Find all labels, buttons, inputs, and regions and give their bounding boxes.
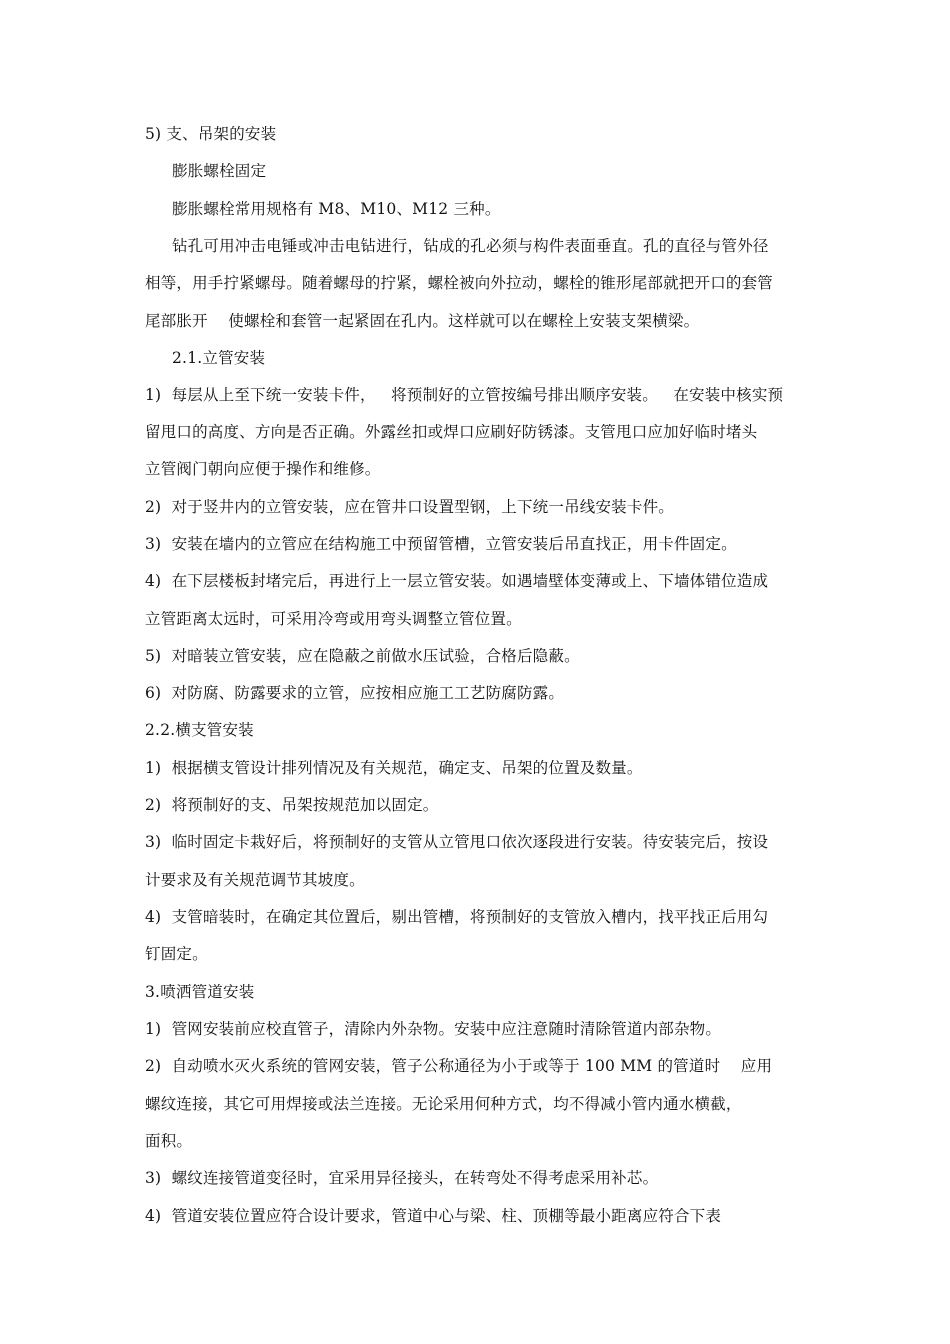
text-line: 钻孔可用冲击电锤或冲击电钻进行，钻成的孔必须与构件表面垂直。孔的直径与管外径 xyxy=(172,237,769,255)
text-line: 留甩口的高度、方向是否正确。外露丝扣或焊口应刷好防锈漆。支管甩口应加好临时堵头 xyxy=(145,423,758,441)
text-line: 面积。 xyxy=(145,1132,193,1150)
text-line: 膨胀螺栓固定 xyxy=(172,162,267,180)
text-line: 立管距离太远时，可采用冷弯或用弯头调整立管位置。 xyxy=(145,610,522,628)
text-line: 螺纹连接，其它可用焊接或法兰连接。无论采用何种方式，均不得减小管内通水横截， xyxy=(145,1095,742,1113)
text-line: 5) 支、吊架的安装 xyxy=(145,125,277,143)
text-line: 相等，用手拧紧螺母。随着螺母的拧紧，螺栓被向外拉动，螺栓的锥形尾部就把开口的套管 xyxy=(145,274,774,292)
text-line: 4) 管道安装位置应符合设计要求，管道中心与梁、柱、顶棚等最小距离应符合下表 xyxy=(145,1207,722,1225)
text-line: 计要求及有关规范调节其坡度。 xyxy=(145,871,365,889)
text-line: 3) 临时固定卡栽好后，将预制好的支管从立管甩口依次逐段进行安装。待安装完后，按设 xyxy=(145,833,769,851)
text-line: 1) 管网安装前应校直管子，清除内外杂物。安装中应注意随时清除管道内部杂物。 xyxy=(145,1020,722,1038)
text-line: 4) 支管暗装时，在确定其位置后，剔出管槽，将预制好的支管放入槽内，找平找正后用勾 xyxy=(145,908,769,926)
text-line: 2) 将预制好的支、吊架按规范加以固定。 xyxy=(145,796,439,814)
text-line: 立管阀门朝向应便于操作和维修。 xyxy=(145,460,381,478)
text-line: 钉固定。 xyxy=(145,945,208,963)
text-line: 尾部胀开 使螺栓和套管一起紧固在孔内。这样就可以在螺栓上安装支架横梁。 xyxy=(145,312,700,330)
section-heading: 2.1.立管安装 xyxy=(172,349,266,367)
text-line: 1) 每层从上至下统一安装卡件， 将预制好的立管按编号排出顺序安装。 在安装中核实预 xyxy=(145,386,784,404)
text-line: 3) 安装在墙内的立管应在结构施工中预留管槽，立管安装后吊直找正，用卡件固定。 xyxy=(145,535,737,553)
text-line: 3) 螺纹连接管道变径时，宜采用异径接头，在转弯处不得考虑采用补芯。 xyxy=(145,1169,659,1187)
text-line: 5) 对暗装立管安装，应在隐蔽之前做水压试验，合格后隐蔽。 xyxy=(145,647,580,665)
section-heading: 2.2.横支管安装 xyxy=(145,721,254,739)
text-line: 膨胀螺栓常用规格有 M8、M10、M12 三种。 xyxy=(172,200,501,218)
text-line: 2) 自动喷水灭火系统的管网安装，管子公称通径为小于或等于 100 MM 的管道时 应用 xyxy=(145,1057,773,1075)
text-line: 6) 对防腐、防露要求的立管，应按相应施工工艺防腐防露。 xyxy=(145,684,565,702)
section-heading: 3.喷洒管道安装 xyxy=(145,983,255,1001)
text-line: 1) 根据横支管设计排列情况及有关规范，确定支、吊架的位置及数量。 xyxy=(145,759,643,777)
text-line: 4) 在下层楼板封堵完后，再进行上一层立管安装。如遇墙壁体变薄或上、下墙体错位造成 xyxy=(145,572,769,590)
text-line: 2) 对于竖井内的立管安装，应在管井口设置型钢，上下统一吊线安装卡件。 xyxy=(145,498,674,516)
